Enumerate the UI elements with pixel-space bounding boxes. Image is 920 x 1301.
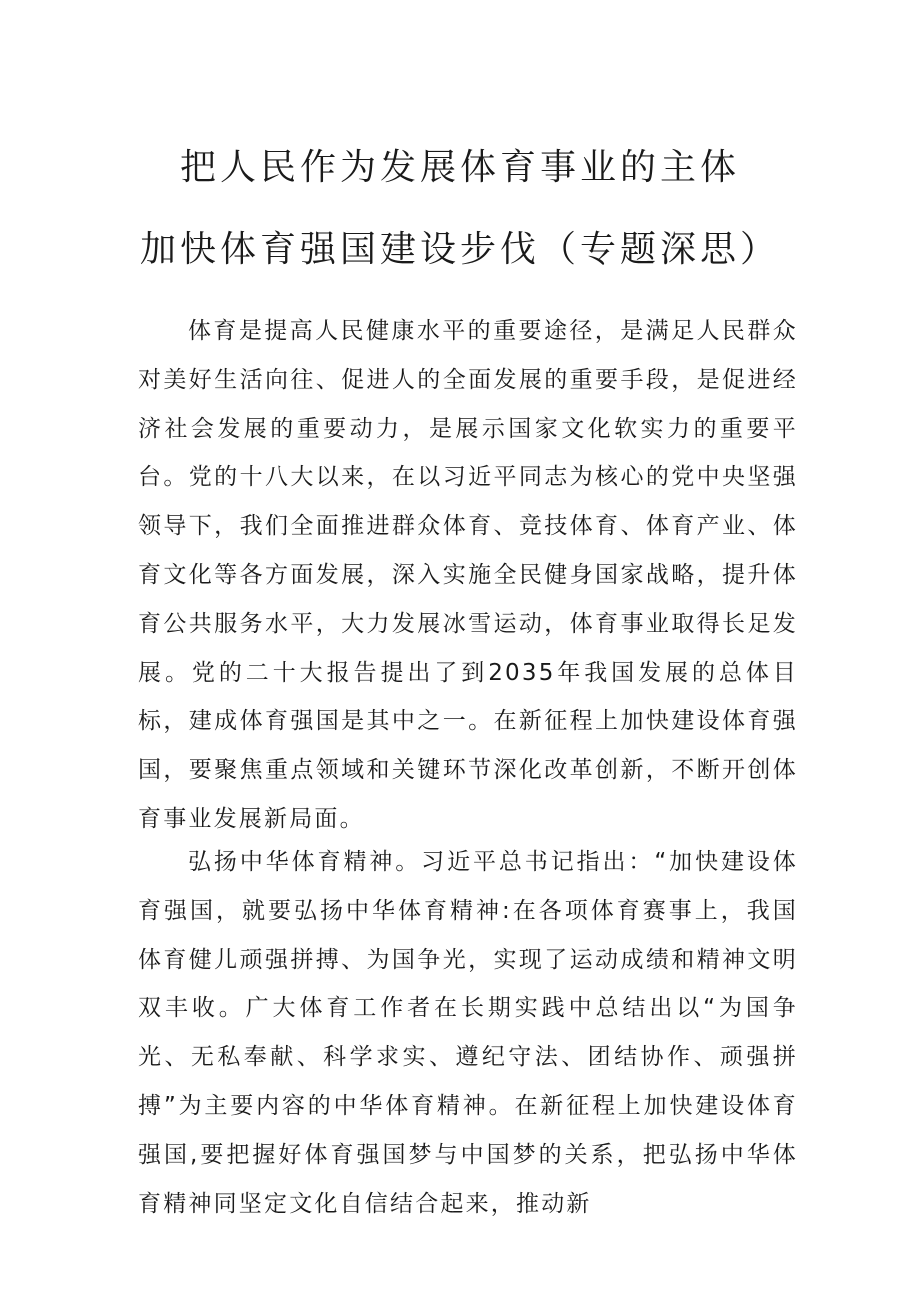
paragraph-sports-spirit: 弘扬中华体育精神。习近平总书记指出：“加快建设体育强国，就要弘扬中华体育精神:在各项体育赛事上，我国体育健儿顽强拼搏、为国争光，实现了运动成绩和精神文明双丰收。广大体育工作者在长期实践中总结出以“为国争光、无私奉献、科学求实、遵纪守法、团结协作、顽强拼搏”为主要内容的中华体育精神。在新征程上加快建设体育强国,要把握好体育强国梦与中国梦的关系，把弘扬中华体育精神同坚定文化自信结合起来，推动新 (138, 849, 798, 1217)
document-title-line-2: 加快体育强国建设步伐（专题深思） (139, 229, 780, 270)
document-title-line-1: 把人民作为发展体育事业的主体 (179, 147, 740, 188)
paragraph-intro: 体育是提高人民健康水平的重要途径，是满足人民群众对美好生活向往、促进人的全面发展的重要手段，是促进经济社会发展的重要动力，是展示国家文化软实力的重要平台。党的十八大以来，在以习近平同志为核心的党中央坚强领导下，我们全面推进群众体育、竞技体育、体育产业、体育文化等各方面发展，深入实施全民健身国家战略，提升体育公共服务水平，大力发展冰雪运动，体育事业取得长足发展。党的二十大报告提出了到2035年我国发展的总体目标，建成体育强国是其中之一。在新征程上加快建设体育强国，要聚焦重点领域和关键环节深化改革创新，不断开创体育事业发展新局面。 (138, 318, 798, 832)
